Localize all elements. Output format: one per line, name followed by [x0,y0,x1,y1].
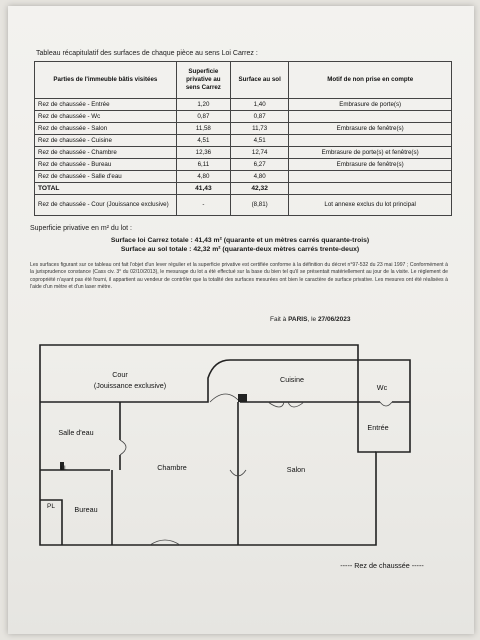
cell-sol: 1,40 [230,99,288,111]
room-label-salon: Salon [286,465,306,474]
cell-total-label: TOTAL [35,183,177,195]
room-label-bureau: Bureau [74,505,98,514]
place-city: PARIS [288,316,308,323]
cell-sol: 4,80 [230,171,288,183]
cell-motif: Embrasure de porte(s) et fenêtre(s) [289,147,452,159]
cell-carrez: 0,87 [176,111,230,123]
cell-sol: 0,87 [230,111,288,123]
plan-walls [40,345,410,545]
floor-level-label: ----- Rez de chaussée ----- [340,561,424,570]
cell-part: Rez de chaussée - Bureau [35,159,177,171]
cell-carrez: 11,58 [176,123,230,135]
cell-motif: Embrasure de porte(s) [289,99,452,111]
fixture-label-ll: LL [60,465,68,472]
place-date: 27/06/2023 [317,316,351,323]
cell-part: Rez de chaussée - Cuisine [35,135,177,147]
room-label-salle-eau: Salle d'eau [58,428,94,437]
legal-notice: Les surfaces figurant sur ce tableau ont fait l'objet d'un lever régulier et la superficie privative est certifiée conforme à la définition du décret n°97-532 du 23 mai 1997 ; Conformément à la jurisprudence constance (Cass civ. 3° du 02/10/2013), le mesurage du lot a été effectué sur la base du bien tel qu'il se présentait matériellement au jour de la visite. Le règlement de copropriété n'ayant pas été fourni, il appartient au vendeur de contrôler que la totalité des surfaces mesurées ont bien le caractère de surface privative. Les mesures ont été réalisées à l'aide d'un mètre et d'un laser mètre. [30,262,448,291]
cell-part: Rez de chaussée - Cour (Jouissance exclusive) [35,195,177,216]
header-motif: Motif de non prise en compte [289,62,452,99]
room-label-wc: Wc [376,383,388,392]
room-label-cour-sub: (Jouissance exclusive) [93,381,167,390]
cell-part: Rez de chaussée - Entrée [35,99,177,111]
header-parties: Parties de l'immeuble bâtis visitées [35,62,177,99]
cell-carrez: 4,80 [176,171,230,183]
cell-motif: Embrasure de fenêtre(s) [289,123,452,135]
header-sol: Surface au sol [230,62,288,99]
room-label-cuisine: Cuisine [280,375,304,384]
cell-part: Rez de chaussée - Salle d'eau [35,171,177,183]
room-label-chambre: Chambre [157,463,187,472]
place-prefix: Fait à [270,316,289,323]
room-label-pl: PL [47,503,55,510]
chimney-flue [238,394,247,402]
cell-part: Rez de chaussée - Salon [35,123,177,135]
cell-carrez: 4,51 [176,135,230,147]
place-mid: , le [307,316,318,323]
room-label-cour: Cour [112,370,128,379]
cell-carrez: - [176,195,230,216]
cell-sol: 11,73 [230,123,288,135]
cell-part: Rez de chaussée - Chambre [35,147,177,159]
cell-sol: 12,74 [230,147,288,159]
cell-sol: 6,27 [230,159,288,171]
table-caption: Tableau récapitulatif des surfaces de chaque pièce au sens Loi Carrez : [36,50,258,57]
cell-carrez: 6,11 [176,159,230,171]
cell-part: Rez de chaussée - Wc [35,111,177,123]
cell-total-carrez: 41,43 [176,183,230,195]
room-label-entree: Entrée [367,423,389,432]
floor-total-summary: Surface au sol totale : 42,32 m² (quarante-deux mètres carrés trente-deux) [120,246,360,253]
header-carrez: Superficie privative au sens Carrez [176,62,230,99]
cell-motif: Embrasure de fenêtre(s) [289,159,452,171]
cell-total-sol: 42,32 [230,183,288,195]
cell-carrez: 1,20 [176,99,230,111]
surface-section-title: Superficie privative en m² du lot : [30,225,132,232]
cell-sol: (8,81) [230,195,288,216]
carrez-total-summary: Surface loi Carrez totale : 41,43 m² (quarante et un mètres carrés quarante-trois) [110,237,370,244]
cell-carrez: 12,36 [176,147,230,159]
cell-sol: 4,51 [230,135,288,147]
cell-motif: Lot annexe exclus du lot principal [289,195,452,216]
